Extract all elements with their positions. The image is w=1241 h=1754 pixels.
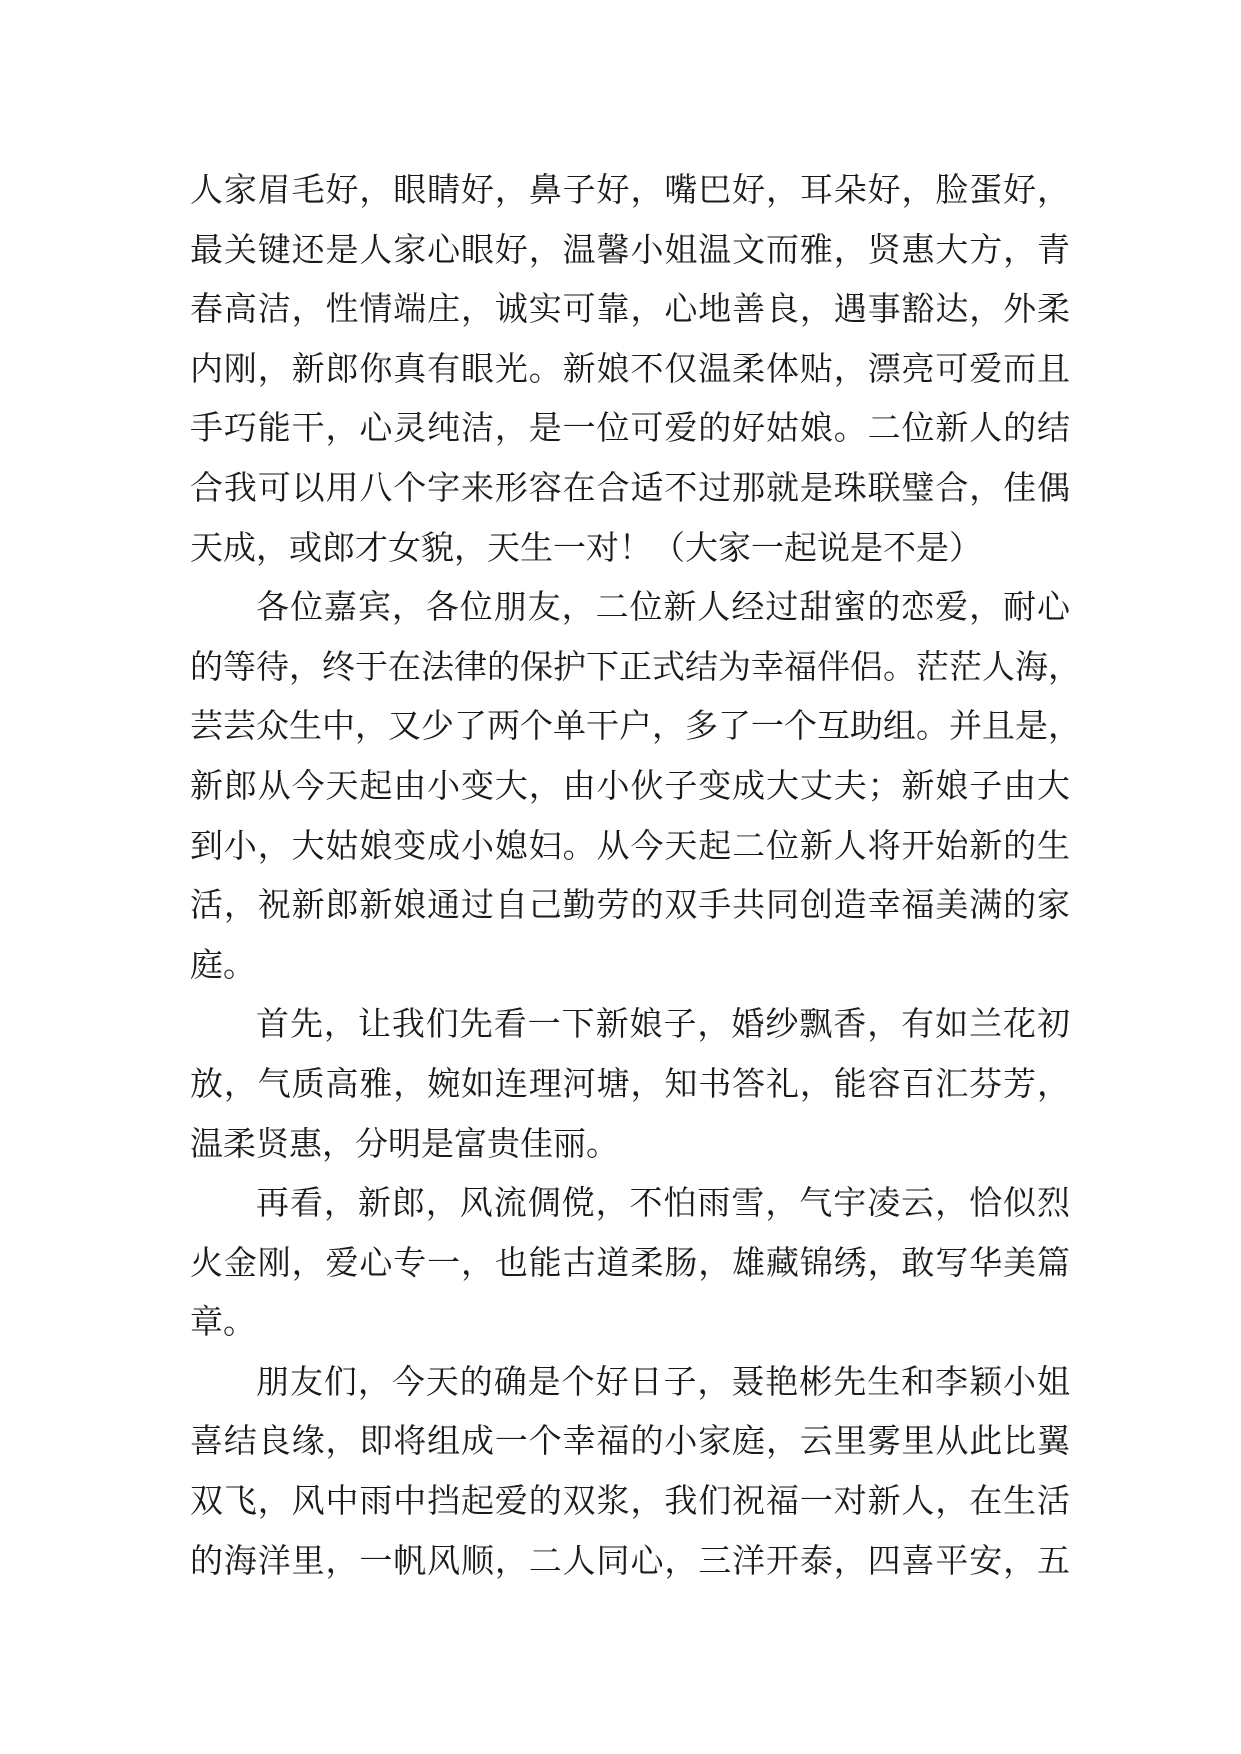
text-line: 到小，大姑娘变成小媳妇。从今天起二位新人将开始新的生 — [190, 825, 1070, 865]
paragraph — [190, 577, 1081, 994]
text-line: 内刚，新郎你真有眼光。新娘不仅温柔体贴，漂亮可爱而且 — [190, 348, 1070, 388]
document-body — [190, 160, 1081, 1590]
text-line: 新郎从今天起由小变大，由小伙子变成大丈夫；新娘子由大 — [190, 765, 1070, 805]
text-line: 火金刚，爱心专一，也能古道柔肠，雄藏锦绣，敢写华美篇 — [190, 1242, 1070, 1282]
text-line: 再看，新郎，风流倜傥，不怕雨雪，气宇凌云，恰似烈 — [256, 1183, 1070, 1223]
text-line: 活，祝新郎新娘通过自己勤劳的双手共同创造幸福美满的家 — [190, 885, 1070, 925]
text-line: 各位嘉宾，各位朋友，二位新人经过甜蜜的恋爱，耐心 — [256, 587, 1070, 627]
text-line: 放，气质高雅，婉如连理河塘，知书答礼，能容百汇芬芳， — [190, 1063, 1070, 1103]
text-line: 手巧能干，心灵纯洁，是一位可爱的好姑娘。二位新人的结 — [190, 408, 1070, 448]
text-line: 人家眉毛好，眼睛好，鼻子好，嘴巴好，耳朵好，脸蛋好， — [190, 170, 1070, 209]
text-line: 的海洋里，一帆风顺，二人同心，三洋开泰，四喜平安，五 — [190, 1540, 1070, 1580]
text-line: 双飞，风中雨中挡起爱的双浆，我们祝福一对新人，在生活 — [190, 1481, 1070, 1521]
text-line: 庭。 — [190, 944, 256, 984]
text-line: 最关键还是人家心眼好，温馨小姐温文而雅，贤惠大方，青 — [190, 229, 1070, 269]
text-line: 喜结良缘，即将组成一个幸福的小家庭，云里雾里从此比翼 — [190, 1421, 1070, 1461]
text-line: 合我可以用八个字来形容在合适不过那就是珠联璧合，佳偶 — [190, 467, 1070, 507]
text-line: 春高洁，性情端庄，诚实可靠，心地善良，遇事豁达，外柔 — [190, 289, 1070, 329]
paragraph — [190, 1352, 1070, 1590]
text-line: 首先，让我们先看一下新娘子，婚纱飘香，有如兰花初 — [256, 1004, 1070, 1044]
text-line: 的等待，终于在法律的保护下正式结为幸福伴侣。茫茫人海， — [190, 646, 1081, 686]
text-line: 章。 — [190, 1302, 256, 1342]
paragraph — [190, 994, 1070, 1173]
text-line: 芸芸众生中，又少了两个单干户，多了一个互助组。并且是， — [190, 706, 1081, 746]
text-line: 温柔贤惠，分明是富贵佳丽。 — [190, 1123, 619, 1163]
paragraph — [190, 1173, 1070, 1352]
text-line: 天成，或郎才女貌，天生一对！（大家一起说是不是） — [190, 527, 982, 567]
paragraph — [190, 160, 1070, 577]
text-line: 朋友们，今天的确是个好日子，聂艳彬先生和李颖小姐 — [256, 1361, 1070, 1401]
